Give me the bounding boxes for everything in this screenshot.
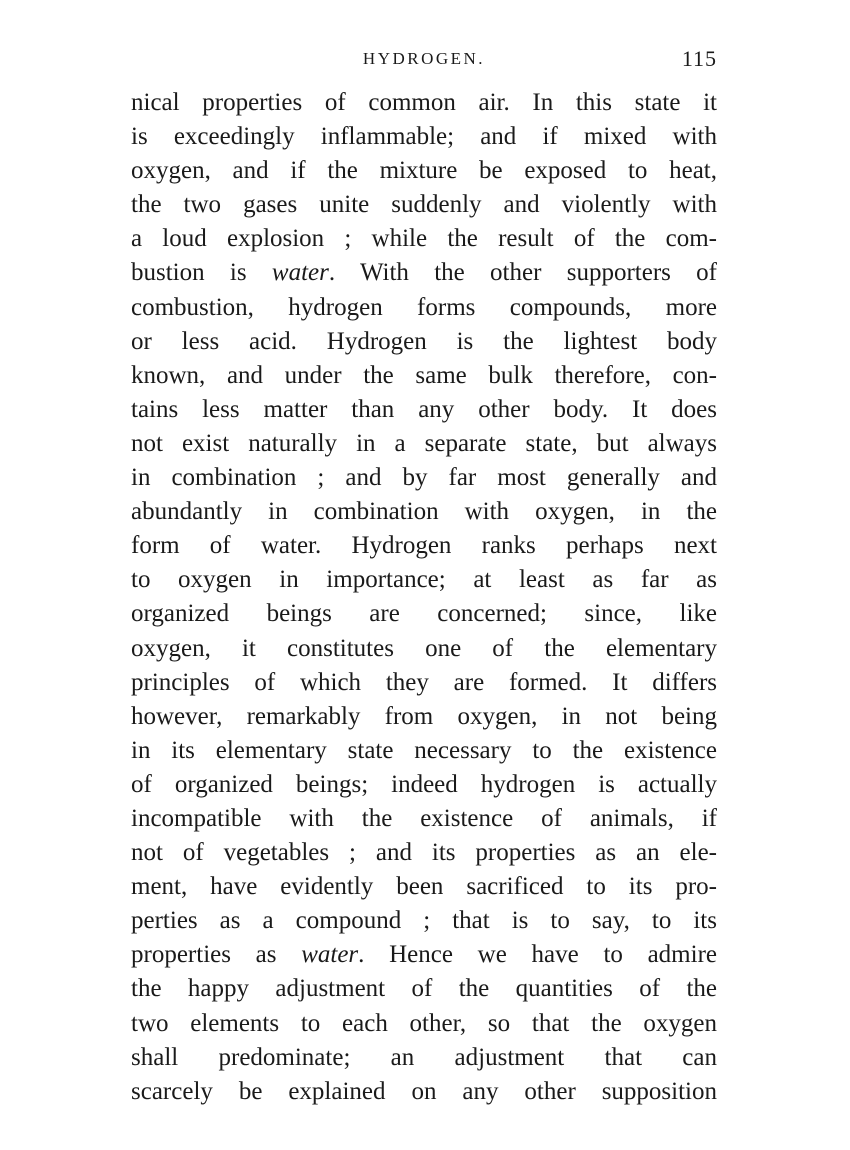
text-segment: principles of which they are formed. It differs (131, 668, 717, 696)
text-segment: oxygen, and if the mixture be exposed to heat, (131, 157, 717, 185)
text-segment: not exist naturally in a separate state, but always (131, 429, 717, 457)
text-line (131, 972, 717, 1006)
text-segment: in combination ; and by far most generally and (131, 464, 717, 492)
text-line (131, 461, 717, 495)
text-line (131, 154, 717, 188)
text-line (131, 188, 717, 222)
text-segment: however, remarkably from oxygen, in not being (131, 702, 717, 730)
text-line (131, 256, 717, 290)
running-title: HYDROGEN. (362, 49, 486, 68)
text-line (131, 1007, 717, 1041)
text-segment: scarcely be explained on any other supposition (131, 1077, 717, 1105)
italic-word: water (301, 941, 359, 969)
text-segment: the happy adjustment of the quantities of the (131, 975, 717, 1003)
text-line (131, 666, 717, 700)
text-line (131, 802, 717, 836)
text-segment: abundantly in combination with oxygen, in the (131, 498, 717, 526)
text-segment: of organized beings; indeed hydrogen is actually (131, 770, 717, 798)
text-line (131, 734, 717, 768)
text-line (131, 393, 717, 427)
text-segment: shall predominate; an adjustment that can (131, 1043, 717, 1071)
text-segment: organized beings are concerned; since, like (131, 600, 717, 628)
text-line (131, 222, 717, 256)
text-line (131, 325, 717, 359)
text-line (131, 495, 717, 529)
text-line (131, 1075, 717, 1109)
text-line (131, 597, 717, 631)
text-line (131, 1041, 717, 1075)
text-segment: a loud explosion ; while the result of the com- (131, 225, 717, 253)
text-segment: in its elementary state necessary to the existence (131, 736, 717, 764)
text-segment: to oxygen in importance; at least as far as (131, 566, 717, 594)
text-line (131, 870, 717, 904)
italic-word: water (271, 259, 329, 287)
text-line (131, 529, 717, 563)
text-segment: two elements to each other, so that the oxygen (131, 1009, 717, 1037)
text-segment: . With the other supporters of (328, 259, 717, 287)
text-segment: combustion, hydrogen forms compounds, more (131, 293, 717, 321)
text-segment: oxygen, it constitutes one of the elementary (131, 634, 717, 662)
text-segment: . Hence we have to admire (358, 941, 718, 969)
body-text (131, 86, 717, 1109)
text-segment: ment, have evidently been sacrificed to its pro- (131, 873, 717, 901)
text-line (131, 768, 717, 802)
text-segment: nical properties of common air. In this state it (131, 89, 717, 116)
text-segment: perties as a compound ; that is to say, to its (131, 907, 717, 935)
text-segment: form of water. Hydrogen ranks perhaps next (131, 532, 717, 560)
text-segment: or less acid. Hydrogen is the lightest body (131, 327, 717, 355)
text-line (131, 836, 717, 870)
text-segment: properties as (131, 941, 302, 969)
text-line (131, 86, 717, 120)
text-segment: tains less matter than any other body. It does (131, 395, 717, 423)
text-line (131, 291, 717, 325)
text-segment: not of vegetables ; and its properties as an ele- (131, 839, 717, 867)
text-segment: the two gases unite suddenly and violently with (131, 191, 717, 219)
text-line (131, 904, 717, 938)
running-head (131, 44, 717, 74)
text-line (131, 632, 717, 666)
text-segment: known, and under the same bulk therefore, con- (131, 361, 717, 389)
text-line (131, 359, 717, 393)
text-line (131, 700, 717, 734)
text-line (131, 120, 717, 154)
text-segment: bustion is (131, 259, 272, 287)
text-segment: incompatible with the existence of animals, if (131, 804, 717, 832)
text-line (131, 427, 717, 461)
page-number: 115 (681, 46, 717, 71)
text-line (131, 938, 717, 972)
text-segment: is exceedingly inflammable; and if mixed with (131, 123, 717, 151)
text-line (131, 563, 717, 597)
